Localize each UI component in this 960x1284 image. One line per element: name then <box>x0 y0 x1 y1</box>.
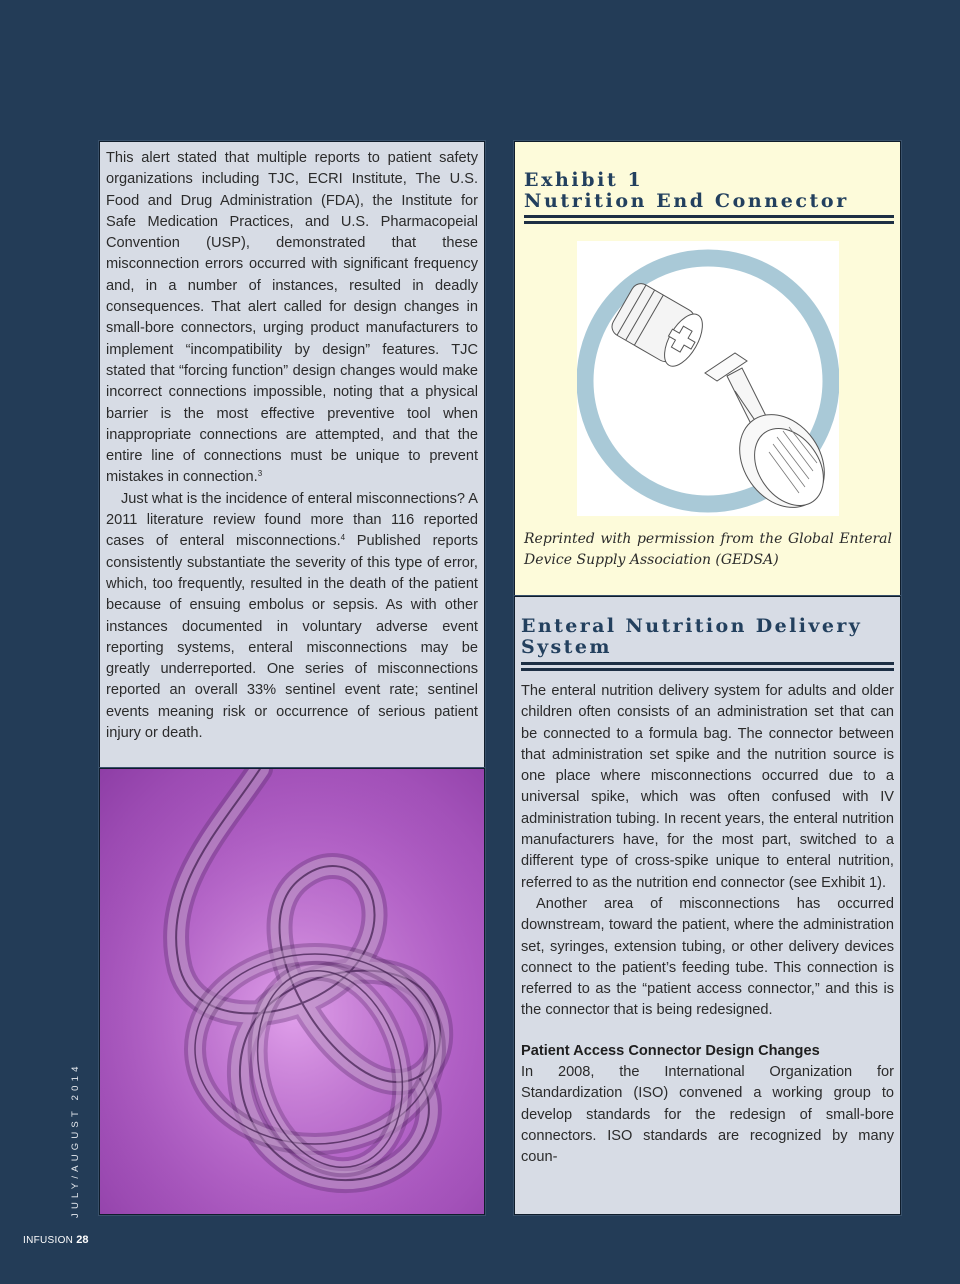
section-title: Enteral Nutrition Delivery System <box>521 615 863 658</box>
footnote-ref: 3 <box>257 469 263 479</box>
section-divider <box>521 662 894 671</box>
page-footer <box>23 1234 89 1246</box>
subheading: Patient Access Connector Design Changes <box>521 1042 820 1059</box>
body-paragraph: In 2008, the International Organization for Standardization (ISO) convened a working group to develop standards for the redesign of small-bore connectors. ISO standards are recognized by many coun- <box>521 1064 894 1166</box>
body-paragraph: The enteral nutrition delivery system for adults and older children often consists of an administration set that can be connected to a formula bag. The connector between that administration set spike and the nutrition source is one place where misconnections occurred due to a universal spike, which was often confused with IV administration tubing. In recent years, the enteral nutrition manufacturers have, for the most part, switched to a different type of cross-spike unique to enteral nutrition, referred to as the nutrition end connector (see Exhibit 1). <box>521 683 894 891</box>
left-text-column <box>99 141 485 768</box>
exhibit-title: Nutrition End Connector <box>524 190 849 212</box>
enteral-section <box>514 596 901 1215</box>
exhibit-caption: Reprinted with permission from the Global Enteral Device Supply Association (GEDSA) <box>524 531 892 568</box>
issue-date: JULY/AUGUST 2014 <box>70 1062 81 1218</box>
body-paragraph: This alert stated that multiple reports to patient safety organizations including TJC, ECRI Institute, The U.S. Food and Drug Administration (FDA), the Institute for Safe Medication Practices, and U.S. Pharmacopeial Convention (USP), demonstrated that these misconnection errors occurred with significant frequency and, in a number of instances, resulted in deadly consequences. That alert called for design changes in small-bore connectors, urging product manufacturers to implement “incompatibility by design” features. TJC stated that “forcing function” design changes would make incorrect connections impossible, noting that a physical barrier is the most effective preventive tool when inappropriate connections are attempted, and that the entire line of connections must be unique to prevent mistakes in connection.$^3$ <box>106 150 478 486</box>
tubing-photo <box>99 768 485 1215</box>
exhibit-label: Exhibit 1 <box>524 169 644 191</box>
body-paragraph: Another area of misconnections has occurred downstream, toward the patient, where the administration set, syringes, extension tubing, or other delivery devices connect to the patient’s feeding tube. This connection is referred to as the “patient access connector,” and this is the connector that is being redesigned. <box>521 895 894 1019</box>
exhibit-box <box>514 141 901 596</box>
tubing-illustration <box>100 769 484 1214</box>
title-divider <box>524 215 894 224</box>
footnote-ref: 4 <box>340 533 346 543</box>
nutrition-end-connector-icon <box>577 241 839 516</box>
body-paragraph: Just what is the incidence of enteral misconnections? A 2011 literature review found more than 116 reported cases of enteral misconnections.$^4$ Published reports consistently substantiate the severity of this type of error, which, too frequently, resulted in the death of the patient because of ensuing embolus or sepsis. As with other instances documented in voluntary adverse event reporting systems, enteral misconnections may be greatly underreported. One series of misconnections reported an overall 33% sentinel event rate; sentinel events meaning risk or occurrence of serious patient injury or death. <box>106 490 478 742</box>
connector-illustration <box>577 241 839 516</box>
magazine-brand: INFUSION <box>23 1235 74 1246</box>
page-number: 28 <box>76 1234 89 1246</box>
